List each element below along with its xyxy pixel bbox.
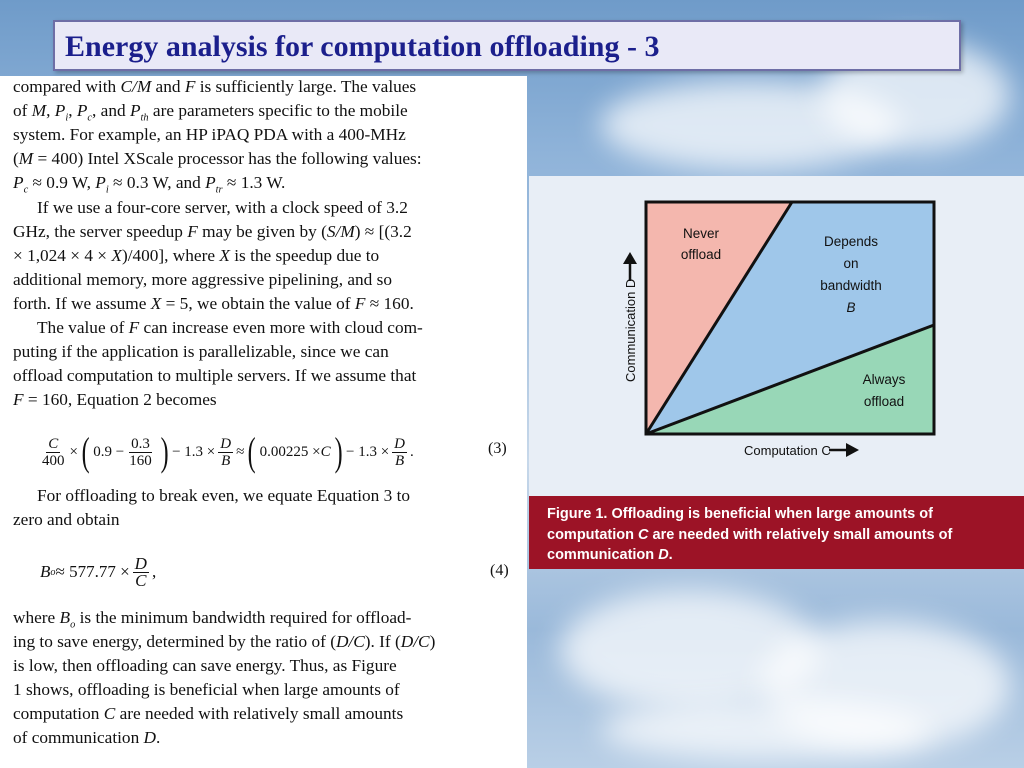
region-label: B [846, 300, 856, 315]
fraction: $\frac{D}{B}$ [394, 435, 405, 469]
region-label: bandwidth [820, 278, 882, 293]
caption-line: communication D. [547, 547, 673, 563]
region-label: Never [682, 226, 720, 241]
text-line: forth. If we assume X = 5, we obtain the value of F ≈ 160. [13, 294, 414, 313]
equation-number: (3) [488, 440, 507, 457]
text-line: of M, $P_i$, $P_c$, and $P_{th}$ are parameters specific to the mobile [13, 101, 408, 124]
x-axis-arrowhead [846, 443, 859, 457]
offloading-diagram [529, 176, 1024, 496]
fraction: $\frac{0.3}{160}$ [129, 435, 152, 469]
text-line: × 1,024 × 4 × X)/400], where X is the speedup due to [13, 246, 380, 265]
region-label: on [843, 256, 859, 271]
equation-number: (4) [490, 562, 509, 579]
equation-4: B o ≈ 577.77 × $\frac{D}{C}$ , [40, 553, 157, 590]
text-line: zero and obtain [13, 510, 120, 529]
text-line: $P_c \approx 0.9$ W, $P_i \approx 0.3$ W, and $P_{tr} \approx 1.3$ W. [13, 173, 286, 196]
text-line: 1 shows, offloading is beneficial when large amounts of [13, 680, 400, 699]
figure-panel [529, 176, 1024, 496]
fraction: $\frac{C}{400}$ [42, 435, 65, 469]
article-text-panel [0, 76, 527, 768]
background-cloud [600, 700, 930, 760]
text-line: computation C are needed with relatively small amounts [13, 704, 404, 723]
text-line: of communication D. [13, 728, 161, 747]
caption-line: Figure 1. Offloading is beneficial when large amounts of [547, 506, 933, 522]
y-axis-arrowhead [623, 252, 637, 264]
text-line: offload computation to multiple servers. If we assume that [13, 366, 417, 385]
caption-line: computation C are needed with relatively small amounts of [547, 526, 953, 543]
text-line: GHz, the server speedup F may be given by (S/M) ≈ [(3.2 [13, 222, 412, 241]
text-line: The value of F can increase even more with cloud com- [37, 318, 423, 337]
text-line: For offloading to break even, we equate Equation 3 to [37, 486, 411, 505]
region-label: Depends [823, 234, 879, 249]
text-line: compared with C/M and F is sufficiently large. The values [13, 77, 417, 96]
text-line: (M = 400) Intel XScale processor has the following values: [13, 149, 422, 168]
title-bar [53, 20, 961, 71]
fraction: $\frac{D}{B}$ [220, 435, 232, 469]
text-line: is low, then offloading can save energy. Thus, as Figure [13, 656, 397, 675]
text-line: where $B_o$ is the minimum bandwidth required for offload- [13, 608, 412, 631]
slide-title: Energy analysis for computation offloading - 3 [65, 30, 660, 63]
x-axis-label: Computation C [744, 443, 831, 458]
text-line: additional memory, more aggressive pipelining, and so [13, 270, 392, 289]
equation-3: $\frac{C}{400}$ × ( 0.9 − $\frac{0.3}{160}$ ) − 1.3 × $\frac{D}{B}$ ≈ ( 0.00225 × C ) − 1.3 × $\frac{D}{B}$ . [42, 429, 414, 474]
text-line: If we use a four-core server, with a clock speed of 3.2 [37, 198, 408, 217]
figure-caption [529, 496, 1024, 569]
y-axis-label: Communication D [623, 278, 638, 382]
text-line: ing to save energy, determined by the ratio of (D/C). If (D/C) [13, 632, 436, 651]
region-label: Always [862, 372, 906, 387]
text-line: puting if the application is parallelizable, since we can [13, 342, 389, 361]
text-line: system. For example, an HP iPAQ PDA with a 400-MHz [13, 125, 406, 144]
region-label: offload [863, 394, 905, 409]
region-label: offload [680, 247, 722, 262]
text-line: F = 160, Equation 2 becomes [13, 390, 217, 409]
fraction: $\frac{D}{C}$ [134, 553, 147, 590]
